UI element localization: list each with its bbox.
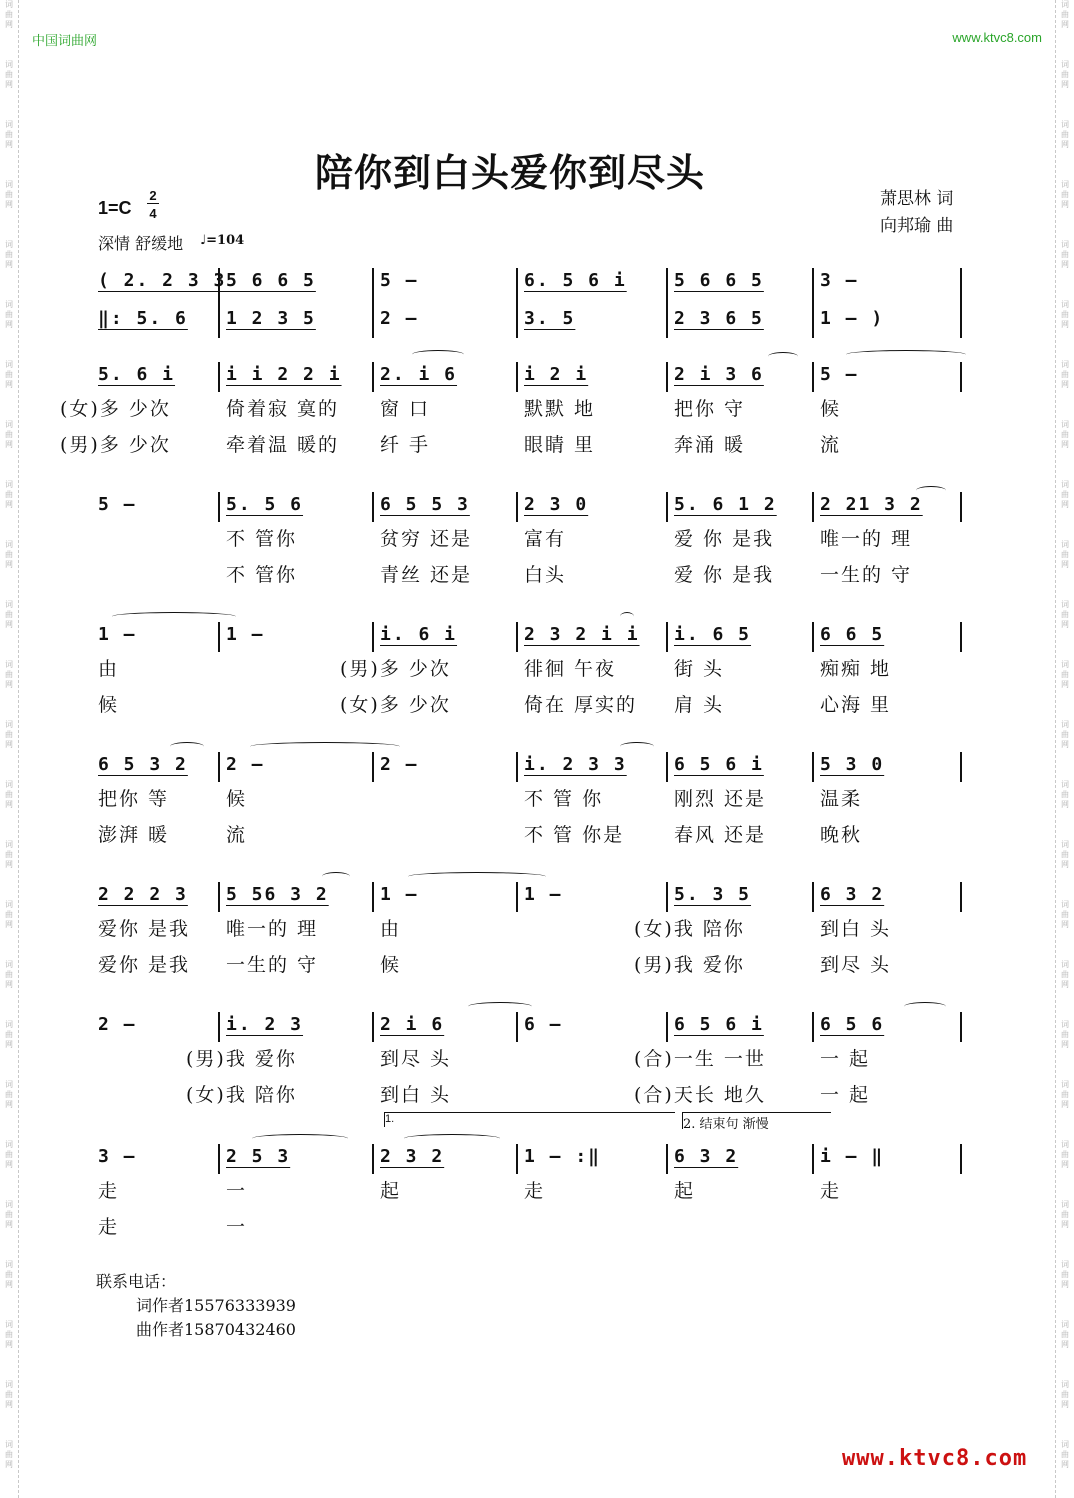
measure-notes-repeat: 2 – <box>380 308 419 329</box>
lyric-verse-2: 爱你 是我 <box>98 954 191 976</box>
watermark-text: 词 曲 网 <box>1061 0 1069 29</box>
bar-line <box>666 752 668 782</box>
measure-notes: 2 5 3 <box>226 1146 291 1167</box>
watermark-text: 词 曲 网 <box>1061 1260 1069 1289</box>
lyric-verse-1: (女)我 陪你 <box>634 918 745 940</box>
lyric-verse-2: 青丝 还是 <box>380 564 473 586</box>
watermark-text: 词 曲 网 <box>1061 1440 1069 1469</box>
lyric-verse-2: 肩 头 <box>674 694 725 716</box>
measure-notes: 6 5 6 i <box>674 1014 764 1035</box>
composer-credit: 向邦瑜 曲 <box>880 216 954 236</box>
lyric-verse-2: 一生的 守 <box>820 564 913 586</box>
watermark-text: 词 曲 网 <box>5 240 13 269</box>
measure-notes: 2. i 6 <box>380 364 458 385</box>
lyric-verse-2: 不 管你 <box>226 564 298 586</box>
bar-line <box>960 1144 962 1174</box>
measure-notes: 5. 5 6 <box>226 494 304 515</box>
contact-heading: 联系电话： <box>96 1272 177 1291</box>
lyric-verse-1: 把你 等 <box>98 788 170 810</box>
lyric-verse-2: 白头 <box>524 564 567 586</box>
measure-notes: i – ‖ <box>820 1146 885 1167</box>
lyric-verse-1: (男)我 爱你 <box>186 1048 297 1070</box>
watermark-text: 词 曲 网 <box>5 660 13 689</box>
lyric-verse-1: 窗 口 <box>380 398 431 420</box>
lyric-verse-1: 徘徊 午夜 <box>524 658 617 680</box>
watermark-text: 词 曲 网 <box>5 1140 13 1169</box>
watermark-text: 词 曲 网 <box>5 1320 13 1349</box>
watermark-text: 词 曲 网 <box>1061 720 1069 749</box>
watermark-text: 词 曲 网 <box>1061 1020 1069 1049</box>
watermark-text: 词 曲 网 <box>1061 540 1069 569</box>
bar-line <box>666 1144 668 1174</box>
measure-notes: ( 2. 2 3 3 <box>98 270 227 291</box>
watermark-text: 词 曲 网 <box>1061 1380 1069 1409</box>
measure-notes: 5 6 6 5 <box>226 270 316 291</box>
watermark-text: 词 曲 网 <box>1061 1320 1069 1349</box>
lyric-verse-1: 把你 守 <box>674 398 746 420</box>
watermark-text: 词 曲 网 <box>1061 180 1069 209</box>
measure-notes: 6 5 3 2 <box>98 754 188 775</box>
bar-line <box>516 362 518 392</box>
lyric-verse-2: (女)多 少次 <box>340 694 451 716</box>
measure-notes: 6 6 5 <box>820 624 885 645</box>
site-name[interactable]: 中国词曲网 <box>32 33 98 48</box>
bar-line <box>960 752 962 782</box>
measure-notes: 1 – <box>226 624 265 645</box>
bar-line <box>372 1012 374 1042</box>
bar-line <box>218 622 220 652</box>
lyric-verse-2: 春风 还是 <box>674 824 767 846</box>
bar-line <box>666 882 668 912</box>
lyric-verse-2: 候 <box>98 694 120 716</box>
lyric-verse-2: 一 <box>226 1216 248 1238</box>
site-url[interactable]: www.ktvc8.com <box>952 30 1042 45</box>
measure-notes: 2 – <box>98 1014 137 1035</box>
lyric-verse-2: 不 管 你是 <box>524 824 625 846</box>
time-signature-bottom: 4 <box>149 206 157 221</box>
lyric-verse-2: 倚在 厚实的 <box>524 694 638 716</box>
measure-notes: 2 – <box>226 754 265 775</box>
slur <box>412 350 464 359</box>
measure-notes: i. 2 3 <box>226 1014 304 1035</box>
bar-line <box>372 752 374 782</box>
bar-line <box>960 622 962 652</box>
lyric-verse-1: 唯一的 理 <box>226 918 319 940</box>
bar-line <box>960 882 962 912</box>
lyric-verse-2: 一生的 守 <box>226 954 319 976</box>
lyric-verse-1: 候 <box>226 788 248 810</box>
watermark-text: 词 曲 网 <box>1061 360 1069 389</box>
measure-notes-repeat: 1 2 3 5 <box>226 308 316 329</box>
bar-line <box>812 492 814 522</box>
lyric-verse-2: 一 起 <box>820 1084 871 1106</box>
lyric-verse-2: 候 <box>380 954 402 976</box>
watermark-text: 词 曲 网 <box>5 1380 13 1409</box>
lyric-verse-2: 纤 手 <box>380 434 431 456</box>
site-logo[interactable]: www.ktvc8.com <box>842 1446 1028 1471</box>
slur <box>252 1134 348 1143</box>
measure-notes: i. 6 5 <box>674 624 752 645</box>
bar-line <box>516 622 518 652</box>
lyric-verse-1: 痴痴 地 <box>820 658 892 680</box>
bpm-marking: ♩=104 <box>200 233 245 248</box>
lyricist-phone: 词作者15576333939 <box>136 1296 296 1315</box>
slur <box>408 872 546 881</box>
measure-notes: 2 i 3 6 <box>674 364 764 385</box>
slur <box>904 1002 946 1011</box>
watermark-text: 词 曲 网 <box>1061 780 1069 809</box>
measure-notes-repeat: ‖: 5. 6 <box>98 308 188 329</box>
lyric-verse-1: 爱你 是我 <box>98 918 191 940</box>
measure-notes-repeat: 2 3 6 5 <box>674 308 764 329</box>
lyric-verse-1: 默默 地 <box>524 398 596 420</box>
lyric-verse-2: 眼睛 里 <box>524 434 596 456</box>
lyric-verse-2: (男)多 少次 <box>60 434 171 456</box>
watermark-text: 词 曲 网 <box>5 1200 13 1229</box>
bar-line <box>812 622 814 652</box>
bar-line <box>218 492 220 522</box>
slur <box>170 742 204 751</box>
watermark-text: 词 曲 网 <box>1061 240 1069 269</box>
lyric-verse-1: 到白 头 <box>820 918 892 940</box>
measure-notes: 1 – :‖ <box>524 1146 602 1167</box>
watermark-text: 词 曲 网 <box>1061 120 1069 149</box>
lyric-verse-1: 由 <box>380 918 402 940</box>
composer-phone: 曲作者15870432460 <box>136 1320 296 1339</box>
lyric-verse-1: 走 <box>98 1180 120 1202</box>
watermark-text: 词 曲 网 <box>5 480 13 509</box>
slur <box>768 352 798 361</box>
measure-notes: 6 5 6 i <box>674 754 764 775</box>
measure-notes-repeat: 3. 5 <box>524 308 576 329</box>
lyric-verse-1: 唯一的 理 <box>820 528 913 550</box>
bar-line <box>372 362 374 392</box>
lyric-verse-2: 晚秋 <box>820 824 863 846</box>
lyric-verse-2: (合)天长 地久 <box>634 1084 766 1106</box>
lyricist-credit: 萧思林 词 <box>880 189 954 209</box>
measure-notes: 5 – <box>380 270 419 291</box>
time-signature-top: 2 <box>149 188 157 203</box>
measure-notes: i 2 i <box>524 364 589 385</box>
bar-line <box>516 268 518 338</box>
lyric-verse-2: 心海 里 <box>820 694 892 716</box>
measure-notes: 5 56 3 2 <box>226 884 329 905</box>
bar-line <box>666 268 668 338</box>
watermark-text: 词 曲 网 <box>5 900 13 929</box>
measure-notes: 2 – <box>380 754 419 775</box>
bar-line <box>812 1144 814 1174</box>
measure-notes: 6 5 5 3 <box>380 494 470 515</box>
bar-line <box>372 492 374 522</box>
watermark-text: 词 曲 网 <box>5 1440 13 1469</box>
bar-line <box>372 268 374 338</box>
watermark-text: 词 曲 网 <box>5 300 13 329</box>
lyric-verse-2: 流 <box>820 434 842 456</box>
lyric-verse-1: 温柔 <box>820 788 863 810</box>
right-watermark-strip <box>1055 0 1074 1498</box>
measure-notes: 5 – <box>820 364 859 385</box>
slur <box>404 1134 500 1143</box>
lyric-verse-2: 奔涌 暖 <box>674 434 746 456</box>
lyric-verse-1: 候 <box>820 398 842 420</box>
lyric-verse-1: 走 <box>820 1180 842 1202</box>
lyric-verse-1: 不 管你 <box>226 528 298 550</box>
measure-notes: 2 3 2 i i <box>524 624 640 645</box>
lyric-verse-1: 富有 <box>524 528 567 550</box>
watermark-text: 词 曲 网 <box>5 780 13 809</box>
bar-line <box>960 362 962 392</box>
watermark-text: 词 曲 网 <box>1061 600 1069 629</box>
lyric-verse-1: 走 <box>524 1180 546 1202</box>
measure-notes: 5 – <box>98 494 137 515</box>
measure-notes: 5. 6 1 2 <box>674 494 777 515</box>
watermark-text: 词 曲 网 <box>5 1260 13 1289</box>
bar-line <box>516 1012 518 1042</box>
watermark-text: 词 曲 网 <box>1061 60 1069 89</box>
watermark-text: 词 曲 网 <box>1061 1080 1069 1109</box>
bar-line <box>372 882 374 912</box>
bar-line <box>812 362 814 392</box>
bar-line <box>812 268 814 338</box>
lyric-verse-1: 街 头 <box>674 658 725 680</box>
bar-line <box>218 1144 220 1174</box>
slur <box>846 350 966 359</box>
song-title: 陪你到白头爱你到尽头 <box>315 150 706 195</box>
lyric-verse-1: 起 <box>380 1180 402 1202</box>
measure-notes-repeat: 1 – ) <box>820 308 885 329</box>
measure-notes: 2 21 3 2 <box>820 494 923 515</box>
lyric-verse-1: (合)一生 一世 <box>634 1048 766 1070</box>
bar-line <box>666 1012 668 1042</box>
measure-notes: 5 3 0 <box>820 754 885 775</box>
bar-line <box>666 362 668 392</box>
watermark-text: 词 曲 网 <box>5 0 13 29</box>
watermark-text: 词 曲 网 <box>5 360 13 389</box>
watermark-text: 词 曲 网 <box>1061 1140 1069 1169</box>
watermark-text: 词 曲 网 <box>1061 660 1069 689</box>
measure-notes: i. 6 i <box>380 624 458 645</box>
watermark-text: 词 曲 网 <box>5 540 13 569</box>
slur <box>112 612 236 621</box>
measure-notes: 2 3 0 <box>524 494 589 515</box>
first-ending-bracket: 1. <box>384 1112 675 1127</box>
lyric-verse-2: 到白 头 <box>380 1084 452 1106</box>
bar-line <box>812 752 814 782</box>
watermark-text: 词 曲 网 <box>1061 1200 1069 1229</box>
bar-line <box>516 492 518 522</box>
lyric-verse-1: (女)多 少次 <box>60 398 171 420</box>
watermark-text: 词 曲 网 <box>5 180 13 209</box>
bar-line <box>516 1144 518 1174</box>
lyric-verse-1: 倚着寂 寞的 <box>226 398 340 420</box>
lyric-verse-1: (男)多 少次 <box>340 658 451 680</box>
watermark-text: 词 曲 网 <box>1061 900 1069 929</box>
bar-line <box>960 268 962 338</box>
watermark-text: 词 曲 网 <box>1061 960 1069 989</box>
lyric-verse-2: 爱 你 是我 <box>674 564 775 586</box>
watermark-text: 词 曲 网 <box>5 840 13 869</box>
lyric-verse-2: 牵着温 暖的 <box>226 434 340 456</box>
bar-line <box>960 1012 962 1042</box>
slur <box>916 486 946 495</box>
lyric-verse-2: (男)我 爱你 <box>634 954 745 976</box>
measure-notes: 5. 6 i <box>98 364 176 385</box>
watermark-text: 词 曲 网 <box>5 600 13 629</box>
bar-line <box>960 492 962 522</box>
bar-line <box>218 362 220 392</box>
bar-line <box>516 882 518 912</box>
bar-line <box>218 1012 220 1042</box>
bar-line <box>516 752 518 782</box>
measure-notes: 6 5 6 <box>820 1014 885 1035</box>
measure-notes: i i 2 2 i <box>226 364 342 385</box>
key-signature: 1=C <box>98 198 132 218</box>
lyric-verse-1: 起 <box>674 1180 696 1202</box>
watermark-text: 词 曲 网 <box>5 120 13 149</box>
measure-notes: 6 – <box>524 1014 563 1035</box>
lyric-verse-2: 到尽 头 <box>820 954 892 976</box>
second-ending-bracket: 2. 结束句 渐慢 <box>682 1112 831 1129</box>
slur <box>322 872 350 881</box>
slur <box>250 742 400 751</box>
bar-line <box>218 752 220 782</box>
left-watermark-strip <box>0 0 19 1498</box>
measure-notes: 5 6 6 5 <box>674 270 764 291</box>
watermark-text: 词 曲 网 <box>5 1020 13 1049</box>
bar-line <box>372 622 374 652</box>
lyric-verse-1: 一 起 <box>820 1048 871 1070</box>
lyric-verse-1: 刚烈 还是 <box>674 788 767 810</box>
slur <box>620 742 654 751</box>
time-signature-line <box>147 203 159 204</box>
lyric-verse-2: 澎湃 暖 <box>98 824 170 846</box>
measure-notes: 5. 3 5 <box>674 884 752 905</box>
bar-line <box>812 882 814 912</box>
watermark-text: 词 曲 网 <box>1061 480 1069 509</box>
slur <box>468 1002 532 1011</box>
lyric-verse-1: 到尽 头 <box>380 1048 452 1070</box>
bar-line <box>666 622 668 652</box>
watermark-text: 词 曲 网 <box>1061 420 1069 449</box>
measure-notes: 3 – <box>820 270 859 291</box>
measure-notes: 3 – <box>98 1146 137 1167</box>
watermark-text: 词 曲 网 <box>1061 300 1069 329</box>
lyric-verse-1: 爱 你 是我 <box>674 528 775 550</box>
measure-notes: 6 3 2 <box>820 884 885 905</box>
bar-line <box>372 1144 374 1174</box>
watermark-text: 词 曲 网 <box>5 420 13 449</box>
measure-notes: 1 – <box>524 884 563 905</box>
watermark-text: 词 曲 网 <box>5 60 13 89</box>
tempo-marking: 深情 舒缓地 <box>98 234 184 253</box>
slur <box>620 612 634 621</box>
measure-notes: 6. 5 6 i <box>524 270 627 291</box>
watermark-text: 词 曲 网 <box>1061 840 1069 869</box>
lyric-verse-2: 走 <box>98 1216 120 1238</box>
watermark-text: 词 曲 网 <box>5 720 13 749</box>
lyric-verse-1: 一 <box>226 1180 248 1202</box>
measure-notes: 2 2 2 3 <box>98 884 188 905</box>
lyric-verse-2: (女)我 陪你 <box>186 1084 297 1106</box>
measure-notes: 2 i 6 <box>380 1014 445 1035</box>
lyric-verse-2: 流 <box>226 824 248 846</box>
bar-line <box>218 882 220 912</box>
measure-notes: i. 2 3 3 <box>524 754 627 775</box>
watermark-text: 词 曲 网 <box>5 1080 13 1109</box>
bar-line <box>666 492 668 522</box>
measure-notes: 1 – <box>98 624 137 645</box>
lyric-verse-1: 由 <box>98 658 120 680</box>
measure-notes: 2 3 2 <box>380 1146 445 1167</box>
measure-notes: 6 3 2 <box>674 1146 739 1167</box>
watermark-text: 词 曲 网 <box>5 960 13 989</box>
measure-notes: 1 – <box>380 884 419 905</box>
lyric-verse-1: 贫穷 还是 <box>380 528 473 550</box>
bar-line <box>812 1012 814 1042</box>
lyric-verse-1: 不 管 你 <box>524 788 604 810</box>
